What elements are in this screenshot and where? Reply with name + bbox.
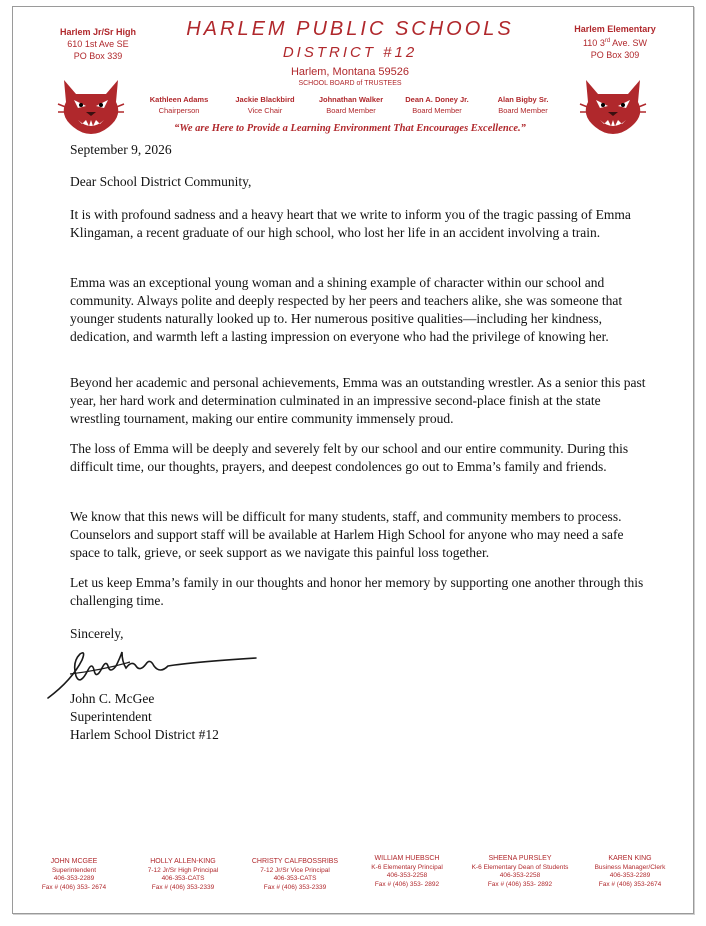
left-school-address: 610 1st Ave SE	[67, 39, 129, 49]
paragraph: We know that this news will be difficult for many students, staff, and community members to process. Counselors and support staff will be available at Harlem High School for anyone who may need a safe space to talk, grieve, or seek support as we navigate this painful loss together.	[70, 509, 624, 560]
right-school-po-box: PO Box 309	[590, 50, 640, 60]
staff-name: SHEENA PURSLEY	[488, 855, 552, 862]
staff-phone: 406-353-CATS	[273, 875, 317, 883]
staff-fax: Fax # (406) 353- 2892	[374, 880, 440, 888]
footer-staff	[128, 858, 238, 892]
trustee-role: Vice Chair	[247, 106, 283, 115]
staff-name: WILLIAM HUEBSCH	[374, 855, 440, 862]
signer-title: Superintendent	[70, 709, 152, 724]
right-school-address: 110 3rd Ave. SW	[582, 38, 648, 48]
staff-phone: 406-353-2289	[609, 872, 651, 880]
paragraph: Emma was an exceptional young woman and a shining example of character within our school and community. Always polite and deeply respected by her peers and teachers alike, she was someone that younger students naturally looked up to. Her numerous positive qualities—including her kindness, dedication, and warmth left a lasting impression on everyone who had the privilege of knowing her.	[70, 275, 623, 344]
motto: “We are Here to Provide a Learning Environment That Encourages Excellence.”	[174, 123, 526, 134]
trustee	[306, 94, 396, 116]
letterhead-city: Harlem, Montana 59526	[290, 66, 409, 78]
staff-role: Business Manager/Clerk	[594, 863, 666, 871]
staff-fax: Fax # (406) 353- 2892	[487, 880, 553, 888]
board-label: SCHOOL BOARD of TRUSTEES	[298, 80, 402, 87]
signer-name: John C. McGee	[70, 691, 155, 706]
trustee-role: Board Member	[412, 106, 462, 115]
trustee	[134, 94, 224, 116]
trustee-role: Board Member	[326, 106, 376, 115]
staff-name: JOHN MCGEE	[50, 858, 98, 865]
paragraph: It is with profound sadness and a heavy heart that we write to inform you of the tragic passing of Emma Klingaman, a recent graduate of our high school, who lost her life in an accident involving a train.	[70, 207, 631, 240]
staff-role: 7-12 Jr/Sr High Principal	[147, 866, 219, 874]
right-school-block	[560, 23, 670, 61]
right-school-name: Harlem Elementary	[574, 24, 656, 34]
staff-phone: 406-353-CATS	[161, 875, 205, 883]
signature-block	[70, 690, 219, 744]
trustee-name: Kathleen Adams	[149, 95, 209, 104]
trustee-name: Dean A. Doney Jr.	[405, 95, 469, 104]
letterhead-title: HARLEM PUBLIC SCHOOLS	[186, 18, 514, 40]
paragraph: Let us keep Emma’s family in our thoughts and honor her memory by supporting one another through this challenging time.	[70, 575, 644, 608]
footer-staff	[580, 855, 680, 889]
staff-phone: 406-353-2289	[53, 875, 95, 883]
footer-staff	[352, 855, 462, 889]
trustee	[220, 94, 310, 116]
trustee-name: Alan Bigby Sr.	[497, 95, 549, 104]
staff-role: 7-12 Jr/Sr Vice Principal	[260, 866, 330, 874]
paragraph: Beyond her academic and personal achievements, Emma was an outstanding wrestler. As a senior this past year, her hard work and determination culminated in an impressive second-place finish at the state wrestling tournament, making our entire community immensely proud.	[70, 375, 646, 426]
closing: Sincerely,	[70, 626, 124, 641]
trustee-name: Johnathan Walker	[318, 95, 384, 104]
letterhead-district: DISTRICT #12	[282, 44, 418, 61]
footer-staff	[240, 858, 350, 892]
staff-phone: 406-353-2258	[499, 872, 541, 880]
paragraph: The loss of Emma will be deeply and severely felt by our school and our entire community. During this difficult time, our thoughts, prayers, and deepest condolences go out to Emma’s family and friends.	[70, 441, 629, 474]
staff-fax: Fax # (406) 353-2339	[151, 883, 215, 891]
staff-fax: Fax # (406) 353-2674	[598, 880, 662, 888]
footer-staff	[24, 858, 124, 892]
staff-name: CHRISTY CALFBOSSRIBS	[251, 858, 339, 865]
staff-role: K-6 Elementary Principal	[371, 863, 443, 871]
staff-fax: Fax # (406) 353-2339	[263, 883, 327, 891]
letter-date: September 9, 2026	[70, 142, 172, 157]
staff-role: K-6 Elementary Dean of Students	[471, 863, 569, 871]
staff-fax: Fax # (406) 353- 2674	[41, 883, 107, 891]
left-school-po-box: PO Box 339	[73, 51, 123, 61]
left-school-block	[48, 26, 148, 62]
staff-role: Superintendent	[51, 866, 97, 874]
signer-org: Harlem School District #12	[70, 727, 219, 742]
staff-name: HOLLY ALLEN-KING	[150, 858, 216, 865]
left-school-name: Harlem Jr/Sr High	[59, 27, 137, 37]
salutation: Dear School District Community,	[70, 174, 252, 189]
footer-staff	[464, 855, 576, 889]
staff-phone: 406-353-2258	[386, 872, 428, 880]
trustee-role: Board Member	[498, 106, 548, 115]
staff-name: KAREN KING	[608, 855, 652, 862]
trustee	[478, 94, 568, 116]
trustee-name: Jackie Blackbird	[235, 95, 295, 104]
trustee	[392, 94, 482, 116]
trustee-role: Chairperson	[158, 106, 200, 115]
